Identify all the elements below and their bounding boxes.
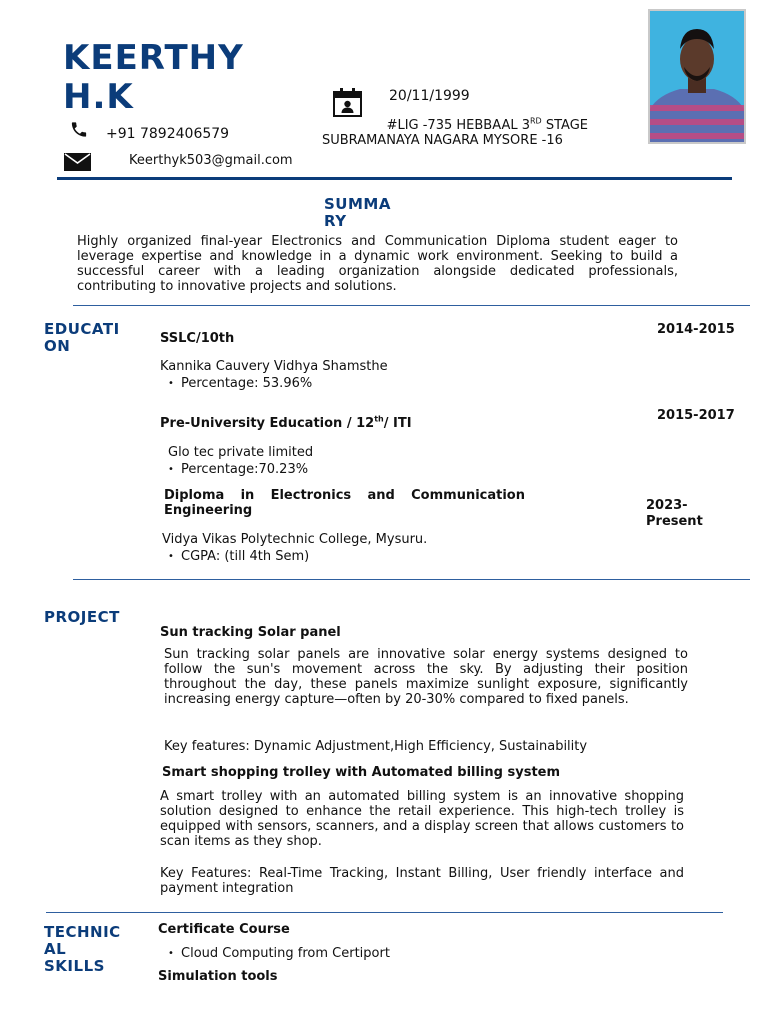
calendar-icon [332,87,363,118]
summary-title-line-1: SUMMA [324,195,391,213]
header-divider [57,177,732,180]
list-item: • Percentage:70.23% [160,462,308,478]
name-first: KEERTHY [63,38,244,78]
date-of-birth: 20/11/1999 [389,88,470,104]
project-divider [46,912,723,913]
summary-title-line-2: RY [324,212,347,230]
project-description-1: Sun tracking solar panels are innovative solar energy systems designed to follow the sun's movement across the sky. By adjusting their position throughout the day, these panels maximize sunlight exposure, significantly increasing energy capture—often by 20-30% compared to fixed panels. [164,647,688,707]
education-years-sslc: 2014-2015 [657,322,735,337]
education-heading-sslc: SSLC/10th [160,331,235,346]
project-name-1: Sun tracking Solar panel [160,625,341,640]
project-name-2: Smart shopping trolley with Automated billing system [162,765,561,780]
education-years-diploma-line-2: Present [646,514,703,529]
profile-photo [648,9,746,144]
certificate-heading: Certificate Course [158,922,290,937]
email-address: Keerthyk503@gmail.com [129,153,293,168]
name-last: H.K [63,77,134,117]
education-details-diploma [160,549,309,565]
education-heading-diploma-line-1: Diploma in Electronics and Communication [164,488,525,503]
skills-title-line-3: SKILLS [44,957,105,975]
list-item: • Cloud Computing from Certiport [160,946,390,962]
education-details-puc [160,462,308,478]
project-features-1: Key features: Dynamic Adjustment,High Efficiency, Sustainability [164,739,588,754]
project-description-2: A smart trolley with an automated billing system is an innovative shopping solution designed to enhance the retail experience. This high-tech trolley is equipped with sensors, scanners, and a display screen that allows customers to scan items as they shop. [160,789,684,849]
education-institution-puc: Glo tec private limited [168,445,314,460]
project-features-2: Key Features: Real-Time Tracking, Instant Billing, User friendly interface and payment integration [160,866,684,896]
education-title-line-1: EDUCATI [44,320,120,338]
education-institution-sslc: Kannika Cauvery Vidhya Shamsthe [160,359,388,374]
certificate-list [160,946,390,962]
education-title-line-2: ON [44,337,71,355]
education-heading-puc: Pre-University Education / 12th/ ITI [160,414,412,431]
education-institution-diploma: Vidya Vikas Polytechnic College, Mysuru. [162,532,428,547]
skills-title-line-2: AL [44,940,67,958]
skills-title-line-1: TECHNIC [44,923,121,941]
summary-divider [73,305,750,306]
phone-number: +91 7892406579 [106,126,230,142]
list-item: • Percentage: 53.96% [160,376,312,392]
list-item: • CGPA: (till 4th Sem) [160,549,309,565]
address-line-2: SUBRAMANAYA NAGARA MYSORE -16 [322,133,563,148]
education-details-sslc [160,376,312,392]
project-title: PROJECT [44,608,120,626]
education-heading-diploma-line-2: Engineering [164,503,253,518]
education-years-diploma-line-1: 2023- [646,498,688,513]
education-divider [73,579,750,580]
simulation-heading: Simulation tools [158,969,278,984]
address-line-1: #LIG -735 HEBBAAL 3RD STAGE [386,116,588,133]
education-years-puc: 2015-2017 [657,408,735,423]
mail-icon [64,153,91,171]
summary-text: Highly organized final-year Electronics and Communication Diploma student eager to leverage expertise and knowledge in a dynamic work environment. Seeking to build a successful career with a leading organization alongside dedicated professionals, contributing to innovative projects and solutions. [77,234,678,294]
phone-icon [68,120,90,139]
